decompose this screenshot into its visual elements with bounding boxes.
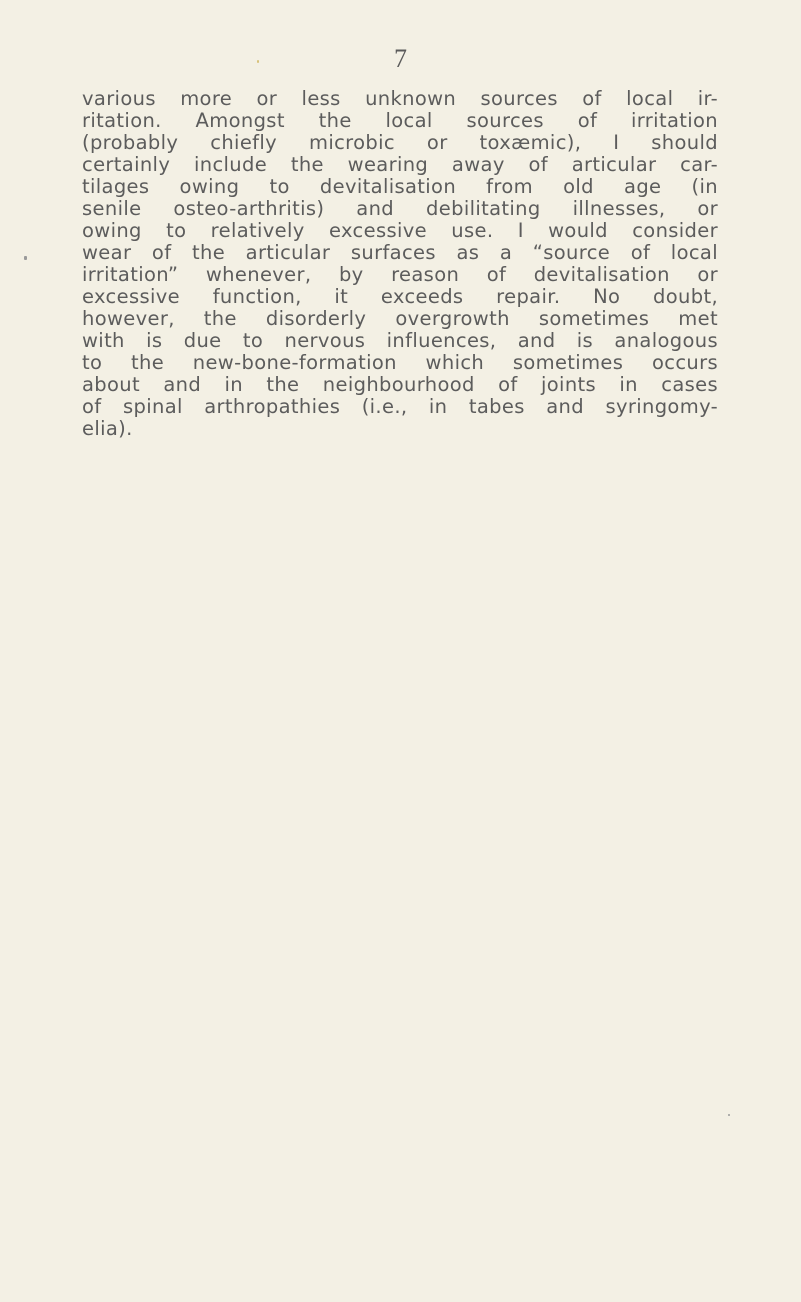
text-line: (probably chiefly microbic or toxæmic), I should xyxy=(82,131,718,154)
text-line: about and in the neighbourhood of joints in cases xyxy=(82,373,718,396)
page-number: 7 xyxy=(394,44,407,73)
body-paragraph xyxy=(82,88,718,440)
text-line: however, the disorderly overgrowth sometimes met xyxy=(82,307,718,330)
text-line: excessive function, it exceeds repair. No doubt, xyxy=(82,285,718,308)
text-line: wear of the articular surfaces as a “source of local xyxy=(82,241,718,264)
text-line: of spinal arthropathies (i.e., in tabes and syringomy- xyxy=(82,395,718,418)
text-line: tilages owing to devitalisation from old age (in xyxy=(82,175,718,198)
text-line: owing to relatively excessive use. I would consider xyxy=(82,219,718,242)
paper-speck xyxy=(728,1114,730,1116)
text-line: certainly include the wearing away of articular car- xyxy=(82,153,718,176)
paper-speck xyxy=(24,256,27,260)
text-line: ritation. Amongst the local sources of irritation xyxy=(82,109,718,132)
text-line: senile osteo-arthritis) and debilitating illnesses, or xyxy=(82,197,718,220)
text-line: to the new-bone-formation which sometimes occurs xyxy=(82,351,718,374)
text-line: with is due to nervous influences, and is analogous xyxy=(82,329,718,352)
text-line: elia). xyxy=(82,417,133,440)
paper-speck xyxy=(257,60,259,63)
text-line: various more or less unknown sources of local ir- xyxy=(82,87,718,110)
text-line: irritation” whenever, by reason of devitalisation or xyxy=(82,263,718,286)
